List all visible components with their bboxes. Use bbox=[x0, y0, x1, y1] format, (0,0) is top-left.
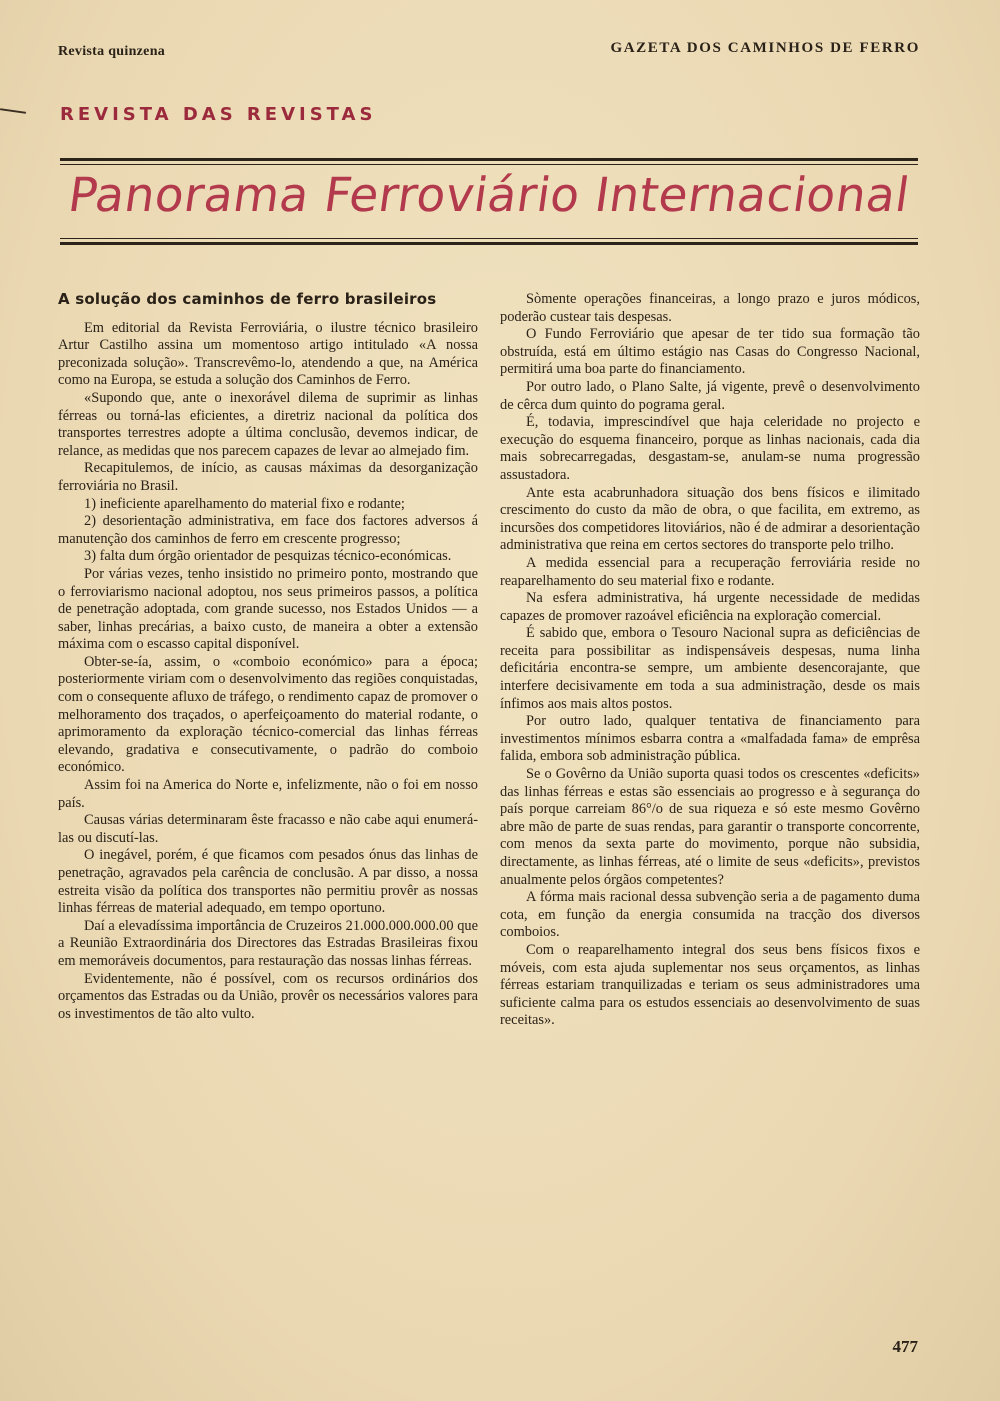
running-header-right: GAZETA DOS CAMINHOS DE FERRO bbox=[610, 40, 920, 56]
paragraph: A fórma mais racional dessa subvenção seria a de pagamento duma cota, em função da energia consumida na tracção dos diversos comboios. bbox=[500, 889, 920, 941]
paragraph: Sòmente operações financeiras, a longo prazo e juros módicos, poderão custear tais despesas. bbox=[500, 291, 920, 325]
paragraph: Assim foi na America do Norte e, infelizmente, não o foi em nosso país. bbox=[58, 777, 478, 811]
paragraph: É, todavia, imprescindível que haja celeridade no projecto e execução do esquema financeiro, porque as linhas nacionais, cada dia mais sobrecarregadas, desgastam-se, anulam-se numa progressão assustadora. bbox=[500, 414, 920, 483]
title-rule-bottom-thick bbox=[60, 242, 918, 245]
paragraph: 1) ineficiente aparelhamento do material fixo e rodante; bbox=[84, 495, 405, 512]
paragraph: Na esfera administrativa, há urgente necessidade de medidas capazes de promover razoável eficiência na exploração comercial. bbox=[500, 590, 920, 624]
running-header-left: Revista quinzena bbox=[58, 44, 166, 59]
paragraph: Por várias vezes, tenho insistido no primeiro ponto, mostrando que o ferroviarismo nacional adoptou, nos seus primeiros passos, a política de penetração adoptada, com grande sucesso, nos Estados Unidos — a saber, linhas precárias, a baixo custo, de maneira a obter a extensão máxima com o escasso capital disponível. bbox=[58, 565, 478, 653]
margin-mark bbox=[0, 108, 26, 114]
paragraph: Ante esta acabrunhadora situação dos bens físicos e ilimitado crescimento do custo da mão de obra, o que facilita, em extremo, as incursões dos competidores litoviários, não é de admirar a desorientação administrativa que reina em certos sectores do transporte pelo trilho. bbox=[500, 484, 920, 554]
paragraph: Se o Govêrno da União suporta quasi todos os crescentes «deficits» das linhas férreas e estas são essenciais ao progresso e à segurança do país porque carreiam 86°/o de sua riqueza e só este mesmo Govêrno abre mão de parte de suas rendas, para garantir o transporte concorrente, com menos da sexta parte do movimento, porque não subsidia, directamente, as linhas férreas, até o limite de seus «deficits», previstos anualmente pelos órgãos competentes? bbox=[500, 766, 920, 888]
paragraph: Em editorial da Revista Ferroviária, o ilustre técnico brasileiro Artur Castilho assina um momentoso artigo intitulado «A nossa preconizada solução». Transcrevêmo-lo, atendendo a que, na América como na Europa, se estuda a solução dos Caminhos de Ferro. bbox=[58, 319, 478, 389]
paragraph: 3) falta dum órgão orientador de pesquizas técnico-económicas. bbox=[84, 548, 452, 565]
article-title: Panorama Ferroviário Internacional bbox=[64, 168, 914, 223]
page-number: 477 bbox=[892, 1337, 918, 1356]
paragraph: O Fundo Ferroviário que apesar de ter tido sua formação tão obstruída, está em último estágio nas Casas do Congresso Nacional, permitirá uma boa parte do financiamento. bbox=[500, 326, 920, 378]
paragraph: A medida essencial para a recuperação ferroviária reside no reaparelhamento do seu material fixo e rodante. bbox=[500, 554, 920, 589]
article-column-left bbox=[58, 291, 478, 1023]
paragraph: Por outro lado, qualquer tentativa de financiamento para investimentos mínimos esbarra contra a «malfadada fama» de emprêsa falida, embora sob administração pública. bbox=[500, 713, 920, 765]
paragraph: É sabido que, embora o Tesouro Nacional supra as deficiências de receita para possibilitar as indispensáveis despesas, numa linha deficitária encontra-se sempre, um ambiente desencorajante, que interfere decisivamente em toda a sua administração, desde os mais ínfimos aos mais altos postos. bbox=[500, 625, 920, 712]
paragraph: Daí a elevadíssima importância de Cruzeiros 21.000.000.000.00 que a Reunião Extraordinária dos Directores das Estradas Brasileiras fixou em memoráveis documentos, para restauração das nossas linhas férreas. bbox=[58, 917, 478, 969]
paragraph: Recapitulemos, de início, as causas máximas da desorganização ferroviária no Brasil. bbox=[58, 460, 478, 494]
paragraph: Evidentemente, não é possível, com os recursos ordinários dos orçamentos das Estradas ou da União, provêr os necessários valores para os investimentos de tão alto vulto. bbox=[58, 970, 478, 1022]
article-subheading: A solução dos caminhos de ferro brasileiros bbox=[58, 290, 437, 308]
title-rule-top-thin bbox=[60, 164, 918, 165]
paragraph: «Supondo que, ante o inexorável dilema de suprimir as linhas férreas ou torná-las eficientes, a diretriz nacional da política dos transportes terrestres adopte a última conclusão, devemos indicar, de relance, as medidas que nos parecem capazes de levar ao almejado fim. bbox=[58, 389, 478, 459]
paragraph: Por outro lado, o Plano Salte, já vigente, prevê o desenvolvimento de cêrca dum quinto do pograma geral. bbox=[500, 378, 920, 413]
paragraph: 2) desorientação administrativa, em face dos factores adversos á manutenção dos caminhos de ferro em crescente progresso; bbox=[58, 513, 478, 547]
title-rule-bottom-thin bbox=[60, 238, 918, 239]
article-column-right bbox=[500, 291, 920, 1030]
paragraph: Causas várias determinaram êste fracasso e não cabe aqui enumerá-las ou discutí-las. bbox=[58, 812, 478, 846]
section-label: REVISTA DAS REVISTAS bbox=[60, 104, 377, 125]
paragraph: O inegável, porém, é que ficamos com pesados ónus das linhas de penetração, agravados pela carência de conclusão. A par disso, a nossa estreita visão da política dos transportes não permitiu provêr as nossas linhas férreas de material adequado, em tempo oportuno. bbox=[58, 847, 478, 917]
paragraph: Com o reaparelhamento integral dos seus bens físicos fixos e móveis, com esta ajuda suplementar nos seus orçamentos, as linhas férreas estariam tranquilizadas e teriam os seus administradores uma suficiente calma para os estudos essenciais ao desenvolvimento de suas receitas». bbox=[500, 941, 920, 1029]
title-rule-top-thick bbox=[60, 158, 918, 161]
paragraph: Obter-se-ía, assim, o «comboio económico» para a época; posteriormente viriam com o desenvolvimento das regiões conquistadas, com o consequente afluxo de tráfego, o rendimento capaz de promover o melhoramento dos traçados, o aperfeiçoamento do material rodante, o aprimoramento da exploração técnico-comercial das linhas férreas elevando, gradativa e consecutivamente, o padrão do comboio económico. bbox=[58, 653, 478, 776]
